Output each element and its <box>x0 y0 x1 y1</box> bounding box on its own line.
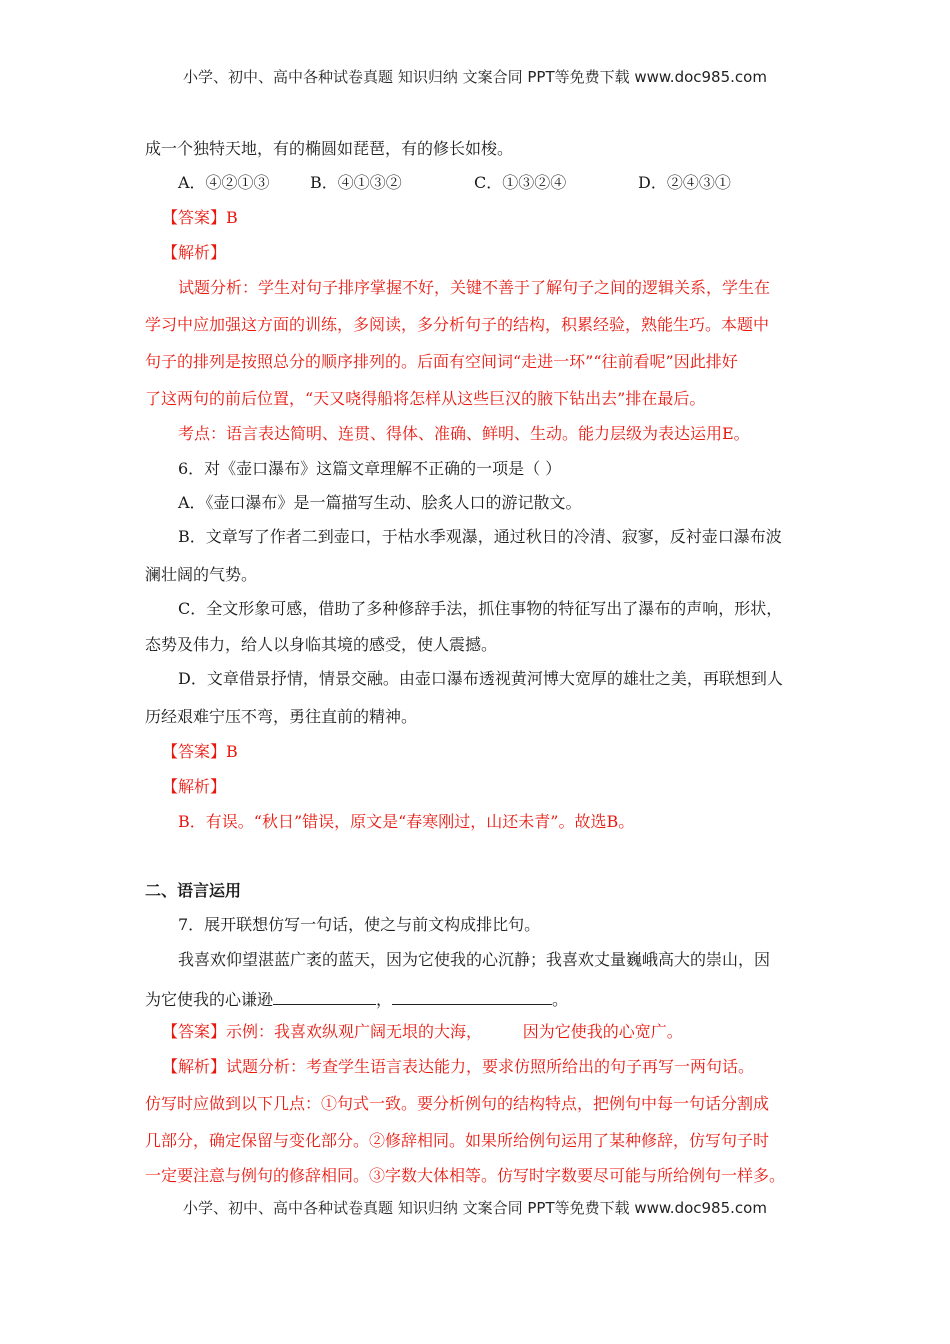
q6-option-b-line-2: 澜壮阔的气势。 <box>145 565 258 584</box>
q6-option-b-line-1: B．文章写了作者二到壶口，于枯水季观瀑，通过秋日的冷清、寂寥，反衬壶口瀑布波 <box>178 527 782 546</box>
page-footer: 小学、初中、高中各种试卷真题 知识归纳 文案合同 PPT等免费下载 www.doc985.com <box>183 1199 767 1217</box>
q5-analysis-line-1: 试题分析：学生对句子排序掌握不好，关键不善于了解句子之间的逻辑关系，学生在 <box>178 278 771 297</box>
answer-tag: 【答案】 <box>162 1022 227 1041</box>
answer-value: 示例：我喜欢纵观广阔无垠的大海， 因为它使我的心宽广。 <box>226 1022 683 1041</box>
q6-option-a: A．《壶口瀑布》是一篇描写生动、脍炙人口的游记散文。 <box>178 493 582 512</box>
q6-option-c-line-2: 态势及伟力，给人以身临其境的感受，使人震撼。 <box>145 635 498 654</box>
q5-option-c: C．①③②④ <box>474 173 567 192</box>
comma: ， <box>376 990 393 1009</box>
q5-analysis-line-3: 句子的排列是按照总分的顺序排列的。后面有空间词“走进一环”“往前看呢”因此排好 <box>145 352 738 371</box>
q5-answer <box>162 207 238 229</box>
q5-continuation: 成一个独特天地，有的椭圆如琵琶，有的修长如梭。 <box>145 139 514 158</box>
q7-answer <box>162 1021 683 1043</box>
q6-analysis: B．有误。“秋日”错误，原文是“春寒刚过，山还未青”。故选B。 <box>178 812 635 831</box>
q5-option-a: A．④②①③ <box>178 173 270 192</box>
answer-tag: 【答案】 <box>162 208 227 227</box>
q5-option-b: B．④①③② <box>310 173 402 192</box>
q7-analysis-line-2: 仿写时应做到以下几点：①句式一致。要分析例句的结构特点，把例句中每一句话分割成 <box>145 1094 770 1113</box>
answer-value: B <box>226 208 238 227</box>
q5-analysis-line-4: 了这两句的前后位置，“天又哓得船将怎样从这些巨汉的腋下钻出去”排在最后。 <box>145 389 706 408</box>
period: 。 <box>552 990 569 1009</box>
q6-analysis-tag: 【解析】 <box>162 777 227 796</box>
q7-text-fragment: 为它使我的心谦逊 <box>145 990 274 1009</box>
analysis-tag: 【解析】 <box>162 1057 227 1076</box>
section-title: 二、语言运用 <box>145 881 242 900</box>
q7-stem: 7．展开联想仿写一句话，使之与前文构成排比句。 <box>178 915 541 934</box>
q5-analysis-tag: 【解析】 <box>162 243 227 262</box>
q5-option-d: D．②④③① <box>638 173 731 192</box>
q6-option-c-line-1: C．全文形象可感，借助了多种修辞手法，抓住事物的特征写出了瀑布的声响，形状， <box>178 599 783 618</box>
q5-kaodian: 考点：语言表达简明、连贯、得体、准确、鲜明、生动。能力层级为表达运用E。 <box>178 424 750 443</box>
q6-stem: 6．对《壶口瀑布》这篇文章理解不正确的一项是（ ） <box>178 459 562 478</box>
answer-blank-2[interactable] <box>392 986 552 1005</box>
analysis-text: 试题分析：考查学生语言表达能力，要求仿照所给出的句子再写一两句话。 <box>226 1057 755 1076</box>
q5-analysis-line-2: 学习中应加强这方面的训练，多阅读，多分析句子的结构，积累经验，熟能生巧。本题中 <box>145 315 770 334</box>
q7-analysis-line-4: 一定要注意与例句的修辞相同。③字数大体相等。仿写时字数要尽可能与所给例句一样多。 <box>145 1166 786 1185</box>
answer-blank-1[interactable] <box>273 986 376 1005</box>
q6-answer <box>162 741 238 763</box>
q7-analysis-line-3: 几部分，确定保留与变化部分。②修辞相同。如果所给例句运用了某种修辞，仿写句子时 <box>145 1131 770 1150</box>
answer-tag: 【答案】 <box>162 742 227 761</box>
q7-text-line-2 <box>145 986 568 1011</box>
page-header: 小学、初中、高中各种试卷真题 知识归纳 文案合同 PPT等免费下载 www.doc985.com <box>183 68 767 86</box>
q7-text-line-1: 我喜欢仰望湛蓝广袤的蓝天，因为它使我的心沉静；我喜欢丈量巍峨高大的崇山，因 <box>178 950 771 969</box>
q6-option-d-line-2: 历经艰难宁压不弯，勇往直前的精神。 <box>145 707 418 726</box>
answer-value: B <box>226 742 238 761</box>
q7-analysis-line-1 <box>162 1056 754 1078</box>
q6-option-d-line-1: D．文章借景抒情，情景交融。由壶口瀑布透视黄河博大宽厚的雄壮之美，再联想到人 <box>178 669 783 688</box>
